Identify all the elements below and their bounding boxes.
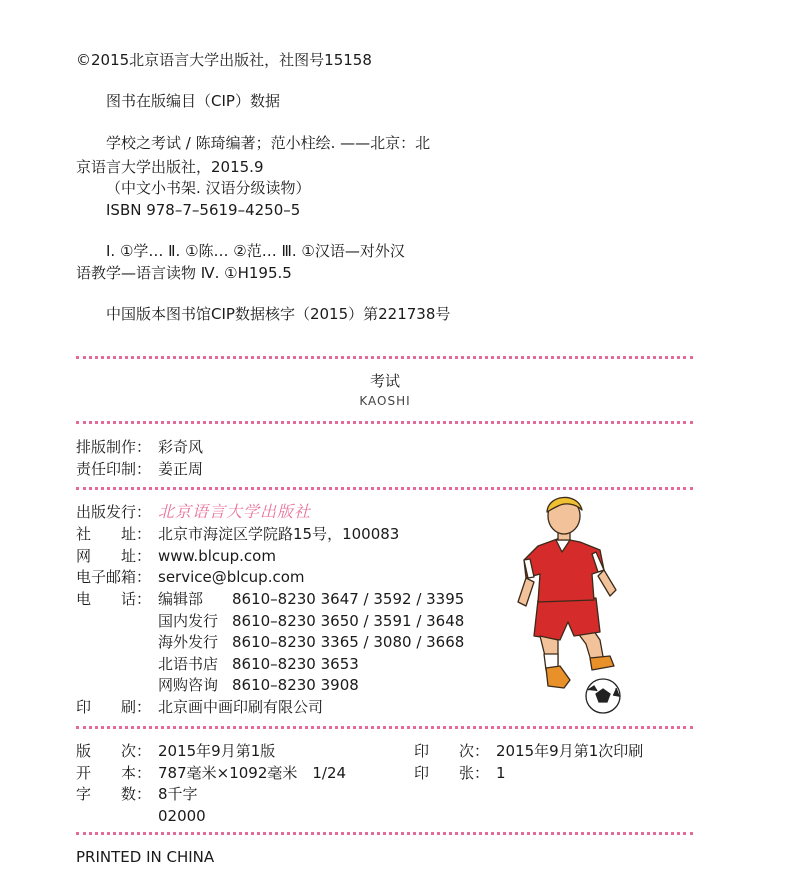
divider bbox=[76, 832, 693, 835]
phone-row bbox=[158, 632, 464, 652]
divider bbox=[76, 356, 693, 359]
classification-line-1: Ⅰ. ①学… Ⅱ. ①陈… ②范… Ⅲ. ①汉语—对外汉 bbox=[106, 242, 405, 260]
sheets-label: 印 张： bbox=[414, 764, 490, 782]
email-row bbox=[76, 567, 305, 587]
website-label: 网 址： bbox=[76, 547, 152, 565]
credit-value: 彩奇风 bbox=[158, 438, 204, 456]
isbn: ISBN 978–7–5619–4250–5 bbox=[106, 201, 301, 219]
printer-label: 印 刷： bbox=[76, 698, 152, 716]
address-row bbox=[76, 524, 399, 544]
sheets: 1 bbox=[496, 764, 506, 782]
cip-line-2: 京语言大学出版社，2015.9 bbox=[76, 158, 264, 176]
phone-dept: 北语书店 bbox=[158, 655, 219, 673]
printing: 2015年9月第1次印刷 bbox=[496, 742, 644, 760]
credit-layout bbox=[76, 437, 203, 457]
sheets-row bbox=[414, 763, 506, 783]
edition-label: 版 次： bbox=[76, 742, 152, 760]
address: 北京市海淀区学院路15号，100083 bbox=[158, 525, 400, 543]
phone-row bbox=[158, 654, 359, 674]
book-pinyin: KAOSHI bbox=[359, 394, 411, 408]
words: 8千字 bbox=[158, 785, 198, 803]
copyright-line: ©2015北京语言大学出版社，社图号15158 bbox=[76, 51, 372, 69]
classification-line-2: 语教学—语言读物 Ⅳ. ①H195.5 bbox=[76, 264, 292, 282]
phone-number: 8610–8230 3653 bbox=[232, 655, 359, 673]
edition-row bbox=[76, 741, 275, 761]
format-row bbox=[76, 763, 346, 783]
phone-row bbox=[158, 611, 464, 631]
printer: 北京画中画印刷有限公司 bbox=[158, 698, 324, 716]
cip-title: 图书在版编目（CIP）数据 bbox=[106, 92, 280, 110]
phone-dept: 海外发行 bbox=[158, 633, 219, 651]
phone-dept: 网购咨询 bbox=[158, 676, 219, 694]
credit-label: 排版制作： bbox=[76, 438, 152, 456]
phone-row bbox=[76, 589, 464, 609]
printing-label: 印 次： bbox=[414, 742, 490, 760]
divider bbox=[76, 726, 693, 729]
format-label: 开 本： bbox=[76, 764, 152, 782]
printed-in-china: PRINTED IN CHINA bbox=[76, 848, 215, 866]
phone-row bbox=[158, 675, 359, 695]
credit-print-supervisor bbox=[76, 459, 203, 479]
website: www.blcup.com bbox=[158, 547, 276, 565]
publisher-brand-logo: 北京语言大学出版社 bbox=[158, 502, 312, 521]
book-title: 考试 bbox=[369, 372, 400, 390]
catalog-code: 02000 bbox=[158, 807, 206, 825]
divider bbox=[76, 421, 693, 424]
phone-number: 8610–8230 3647 / 3592 / 3395 bbox=[232, 590, 465, 608]
credit-value: 姜正周 bbox=[158, 460, 204, 478]
email: service@blcup.com bbox=[158, 568, 305, 586]
printer-row bbox=[76, 697, 323, 717]
cip-line-3: （中文小书架. 汉语分级读物） bbox=[106, 179, 311, 197]
soccer-player-illustration bbox=[500, 490, 650, 720]
website-row bbox=[76, 546, 276, 566]
format: 787毫米×1092毫米 1/24 bbox=[158, 764, 347, 782]
cip-line-1: 学校之考试 / 陈琦编著；范小柱绘. ——北京：北 bbox=[106, 134, 431, 152]
phone-label: 电 话： bbox=[76, 590, 152, 608]
address-label: 社 址： bbox=[76, 525, 152, 543]
edition: 2015年9月第1版 bbox=[158, 742, 276, 760]
phone-number: 8610–8230 3650 / 3591 / 3648 bbox=[232, 612, 465, 630]
phone-dept: 编辑部 bbox=[158, 590, 204, 608]
phone-number: 8610–8230 3365 / 3080 / 3668 bbox=[232, 633, 465, 651]
words-row bbox=[76, 784, 198, 804]
printing-row bbox=[414, 741, 643, 761]
publisher-label: 出版发行： bbox=[76, 503, 152, 521]
words-label: 字 数： bbox=[76, 785, 152, 803]
publisher-row bbox=[76, 502, 311, 522]
email-label: 电子邮箱： bbox=[76, 568, 152, 586]
phone-dept: 国内发行 bbox=[158, 612, 219, 630]
cip-core-number: 中国版本图书馆CIP数据核字（2015）第221738号 bbox=[106, 305, 451, 323]
phone-number: 8610–8230 3908 bbox=[232, 676, 359, 694]
credit-label: 责任印制： bbox=[76, 460, 152, 478]
